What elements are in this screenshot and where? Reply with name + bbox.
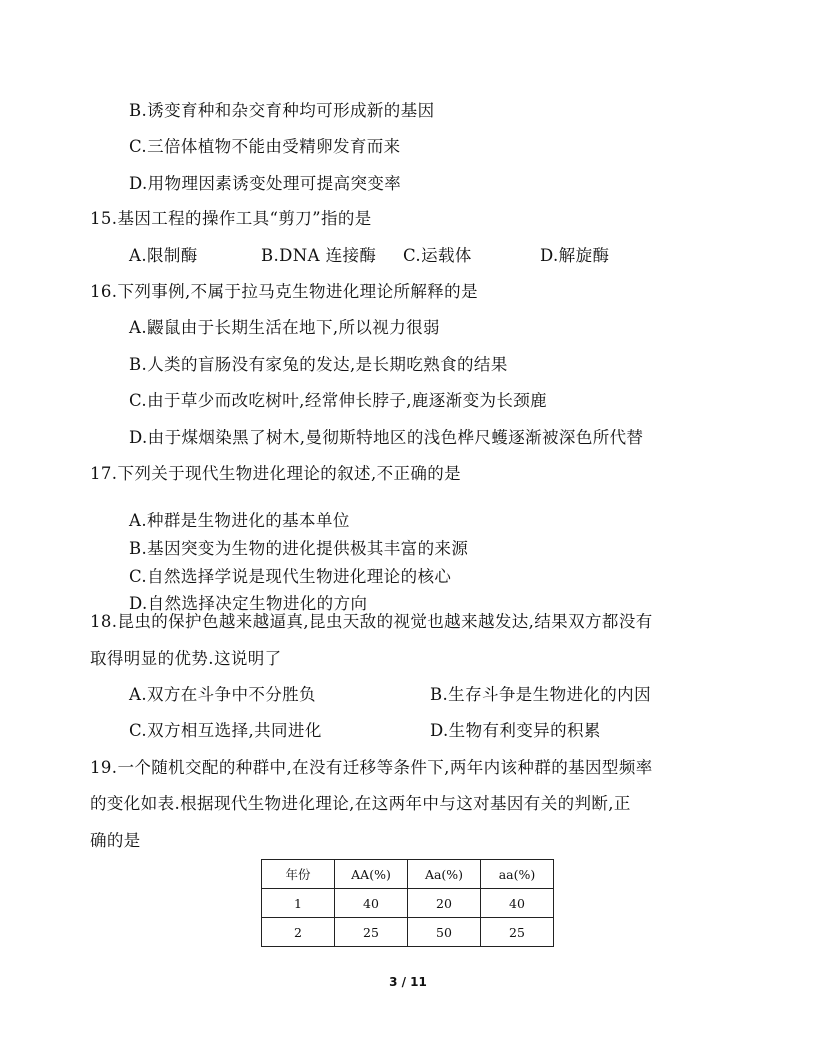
q16-option-c: C.由于草少而改吃树叶,经常伸长脖子,鹿逐渐变为长颈鹿 bbox=[129, 391, 548, 410]
table-header-cell: Aa(%) bbox=[408, 860, 481, 889]
table-header-cell: aa(%) bbox=[481, 860, 554, 889]
option-c-prev: C.三倍体植物不能由受精卵发育而来 bbox=[129, 137, 401, 156]
q15-option-b: B.DNA 连接酶 bbox=[261, 246, 377, 265]
q18-option-b: B.生存斗争是生物进化的内因 bbox=[430, 685, 651, 704]
q16-option-a: A.鼹鼠由于长期生活在地下,所以视力很弱 bbox=[129, 318, 440, 337]
table-cell: 1 bbox=[262, 889, 335, 918]
table-cell: 50 bbox=[408, 918, 481, 947]
question-18-stem-line2: 取得明显的优势.这说明了 bbox=[90, 649, 282, 668]
question-15-stem: 15.基因工程的操作工具“剪刀”指的是 bbox=[90, 209, 372, 228]
table-cell: 25 bbox=[335, 918, 408, 947]
q18-option-c: C.双方相互选择,共同进化 bbox=[129, 721, 322, 740]
q17-option-a: A.种群是生物进化的基本单位 bbox=[129, 511, 350, 530]
q17-option-b: B.基因突变为生物的进化提供极其丰富的来源 bbox=[129, 539, 469, 558]
q15-option-d: D.解旋酶 bbox=[540, 246, 610, 265]
q16-option-b: B.人类的盲肠没有家兔的发达,是长期吃熟食的结果 bbox=[129, 355, 508, 374]
table-header-cell: AA(%) bbox=[335, 860, 408, 889]
question-18-stem-line1: 18.昆虫的保护色越来越逼真,昆虫天敌的视觉也越来越发达,结果双方都没有 bbox=[90, 612, 653, 631]
question-19-stem-line3: 确的是 bbox=[90, 831, 141, 850]
table-row bbox=[262, 889, 554, 918]
table-cell: 40 bbox=[481, 889, 554, 918]
table-header-cell: 年份 bbox=[262, 860, 335, 889]
question-17-stem: 17.下列关于现代生物进化理论的叙述,不正确的是 bbox=[90, 464, 462, 483]
question-19-stem-line1: 19.一个随机交配的种群中,在没有迁移等条件下,两年内该种群的基因型频率 bbox=[90, 758, 653, 777]
q18-option-d: D.生物有利变异的积累 bbox=[430, 721, 601, 740]
question-19-stem-line2: 的变化如表.根据现代生物进化理论,在这两年中与这对基因有关的判断,正 bbox=[90, 794, 631, 813]
genotype-frequency-table bbox=[261, 859, 554, 947]
option-b-prev: B.诱变育种和杂交育种均可形成新的基因 bbox=[129, 101, 435, 120]
q15-option-c: C.运载体 bbox=[403, 246, 472, 265]
table-cell: 25 bbox=[481, 918, 554, 947]
q17-option-c: C.自然选择学说是现代生物进化理论的核心 bbox=[129, 567, 452, 586]
q18-option-a: A.双方在斗争中不分胜负 bbox=[129, 685, 316, 704]
question-16-stem: 16.下列事例,不属于拉马克生物进化理论所解释的是 bbox=[90, 282, 478, 301]
table-header-row bbox=[262, 860, 554, 889]
table-cell: 40 bbox=[335, 889, 408, 918]
q15-option-a: A.限制酶 bbox=[129, 246, 198, 265]
page-number: 3 / 11 bbox=[389, 975, 427, 989]
q16-option-d: D.由于煤烟染黑了树木,曼彻斯特地区的浅色桦尺蠖逐渐被深色所代替 bbox=[129, 428, 644, 447]
table-cell: 20 bbox=[408, 889, 481, 918]
option-d-prev: D.用物理因素诱变处理可提高突变率 bbox=[129, 174, 402, 193]
table-row bbox=[262, 918, 554, 947]
q17-option-d: D.自然选择决定生物进化的方向 bbox=[129, 594, 368, 613]
table-cell: 2 bbox=[262, 918, 335, 947]
